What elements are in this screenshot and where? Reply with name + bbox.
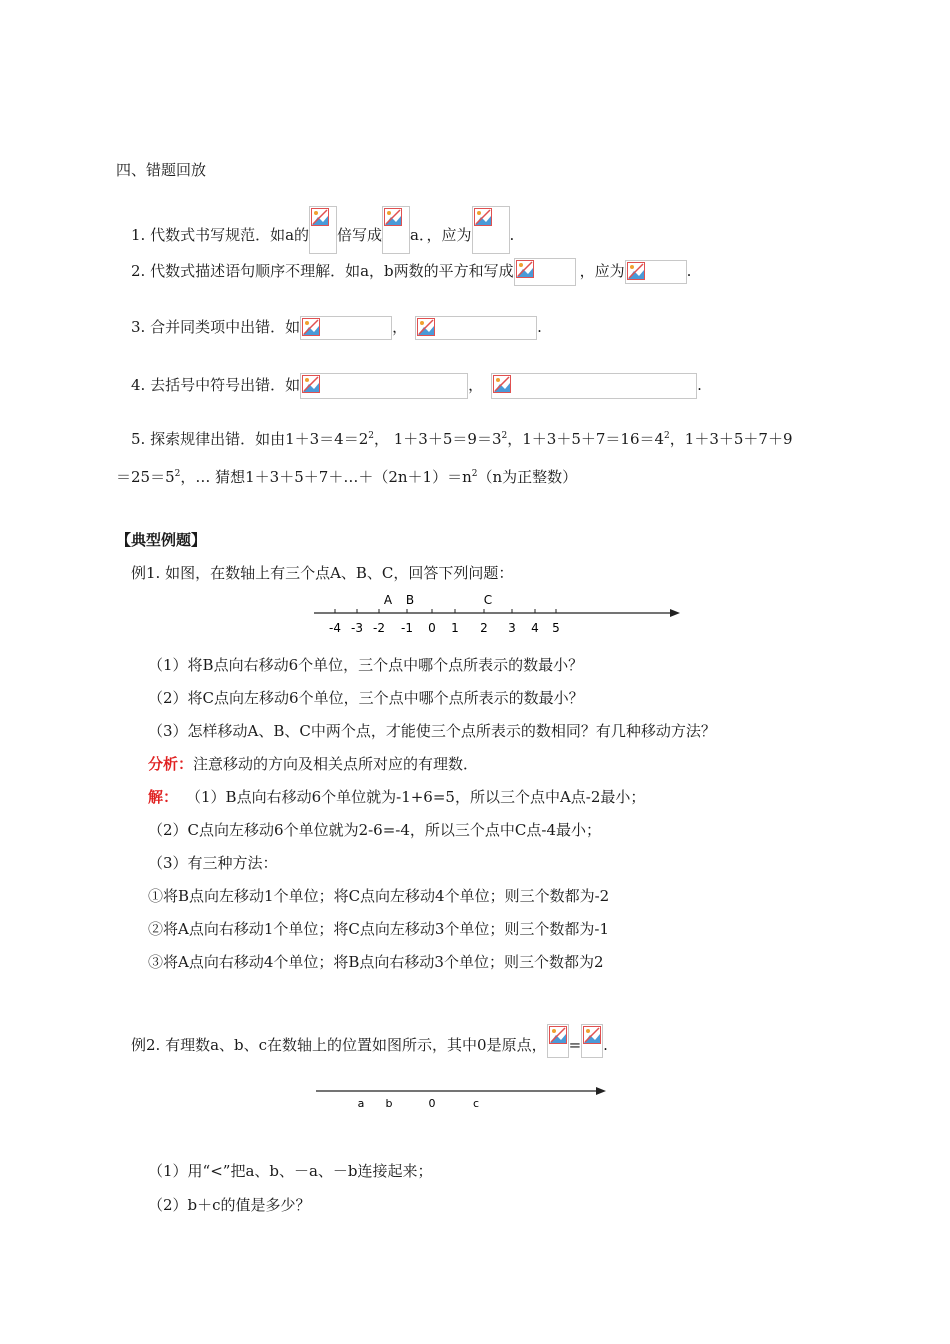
solution-step-1: （1）B点向右移动6个单位就为-1+6=5，所以三个点中A点-2最小；	[186, 788, 646, 806]
tick-label: -2	[373, 621, 385, 635]
point-label: B	[405, 593, 415, 607]
image-placeholder-icon	[302, 375, 320, 393]
analysis-text: 注意移动的方向及相关点所对应的有理数．	[193, 755, 479, 773]
tick-label: 0	[428, 621, 436, 635]
exponent: 2	[174, 469, 181, 479]
exponent: 2	[501, 431, 508, 441]
exponent: 2	[664, 431, 670, 441]
formula-image-4b	[491, 373, 697, 399]
image-placeholder-icon	[627, 262, 645, 280]
tick-label: 3	[508, 621, 516, 635]
item-5-text: ，… 猜想1＋3＋5＋7＋…＋（2n＋1）＝n	[180, 468, 472, 486]
arrow-head	[596, 1087, 606, 1095]
number-line-2	[312, 1080, 612, 1114]
example-2-intro	[131, 1024, 608, 1058]
image-placeholder-icon	[474, 208, 492, 226]
point-label: C	[483, 593, 493, 607]
tick-label: 1	[451, 621, 459, 635]
item-3-text-c: .	[537, 318, 542, 336]
item-2-text-b: ，应为	[579, 262, 625, 280]
image-placeholder-icon	[311, 208, 329, 226]
solution-step-2: （2）C点向左移动6个单位就为2-6=-4，所以三个点中C点-4最小；	[148, 821, 601, 839]
item-2	[131, 258, 691, 286]
item-4-text-a: 4. 去括号中符号出错．如	[131, 376, 301, 394]
item-4	[131, 373, 702, 399]
example-1-q2: （2）将C点向左移动6个单位，三个点中哪个点所表示的数最小？	[148, 689, 584, 707]
item-1-text-d: .	[509, 226, 515, 244]
item-2-text-a: 2. 代数式描述语句顺序不理解．如a，b两数的平方和写成	[131, 262, 514, 280]
equals-sign: =	[568, 1036, 582, 1054]
item-5-text: ， 1＋3＋5＝9＝3	[374, 430, 502, 448]
item-4-text-c: .	[697, 376, 702, 394]
item-1-text-a: 1. 代数式书写规范．如a的	[131, 226, 310, 244]
item-5-line-2	[116, 464, 577, 487]
item-5-text: （n为正整数）	[477, 468, 578, 486]
example-2-text: 例2. 有理数a、b、c在数轴上的位置如图所示，其中0是原点，	[131, 1036, 547, 1054]
image-placeholder-icon	[302, 318, 320, 336]
axis-point-label: a	[357, 1097, 365, 1110]
tick-label: -4	[329, 621, 341, 635]
method-3: ③将A点向右移动4个单位；将B点向右移动3个单位；则三个数都为2	[148, 953, 604, 971]
item-5-text: ，1＋3＋5＋7＋9	[669, 430, 793, 448]
item-5-line-1	[131, 426, 793, 449]
example-1-q1: （1）将B点向右移动6个单位，三个点中哪个点所表示的数最小？	[148, 656, 584, 674]
item-4-text-b: ，	[468, 376, 484, 394]
tick-label: -1	[401, 621, 413, 635]
image-placeholder-icon	[417, 318, 435, 336]
axis-point-label: c	[472, 1097, 480, 1110]
example-2-q1: （1）用“<”把a、b、－a、－b连接起来；	[148, 1162, 433, 1180]
example-1-intro: 例1. 如图，在数轴上有三个点A、B、C，回答下列问题：	[131, 564, 514, 582]
item-3-text-a: 3. 合并同类项中出错．如	[131, 318, 301, 336]
image-placeholder-icon	[583, 1026, 601, 1044]
formula-image-2a	[514, 258, 576, 286]
example-1-q3: （3）怎样移动A、B、C中两个点，才能使三个点所表示的数相同？有几种移动方法？	[148, 722, 716, 740]
item-5-text: ＝25＝5	[116, 468, 175, 486]
solution	[148, 787, 645, 807]
image-placeholder-icon	[549, 1026, 567, 1044]
arrow-head	[670, 609, 680, 617]
period: .	[603, 1036, 608, 1054]
section-heading: 四、错题回放	[116, 161, 207, 179]
examples-heading: 【典型例题】	[116, 531, 207, 549]
item-3-text-b: ，	[392, 318, 408, 336]
item-1-text-c: a．，应为	[410, 226, 472, 244]
analysis	[148, 754, 478, 774]
formula-image-abs-a	[547, 1024, 569, 1058]
formula-image-4a	[300, 373, 468, 399]
axis-point-label: b	[385, 1097, 393, 1110]
image-placeholder-icon	[493, 375, 511, 393]
image-placeholder-icon	[384, 208, 402, 226]
item-1-text-b: 倍写成	[337, 226, 383, 244]
solution-label: 解：	[148, 788, 179, 806]
formula-image-abs-c	[581, 1024, 603, 1058]
item-2-text-c: .	[686, 262, 692, 280]
item-5-text: ，1＋3＋5＋7＝16＝4	[507, 430, 665, 448]
item-1	[131, 206, 515, 244]
tick-label: -3	[351, 621, 363, 635]
solution-step-3: （3）有三种方法：	[148, 854, 278, 872]
tick-label: 4	[531, 621, 539, 635]
image-placeholder-icon	[516, 260, 534, 278]
formula-image-2b	[625, 260, 687, 284]
number-line-1	[310, 592, 690, 640]
item-3	[131, 316, 542, 340]
analysis-label: 分析：	[148, 755, 194, 773]
formula-image-1c	[472, 206, 510, 254]
formula-image-1a	[309, 206, 337, 254]
method-1: ①将B点向左移动1个单位；将C点向左移动4个单位；则三个数都为-2	[148, 887, 610, 905]
method-2: ②将A点向右移动1个单位；将C点向左移动3个单位；则三个数都为-1	[148, 920, 610, 938]
tick-label: 5	[552, 621, 560, 635]
formula-image-3b	[415, 316, 537, 340]
example-2-q2: （2）b＋c的值是多少？	[148, 1196, 311, 1214]
formula-image-1b	[382, 206, 410, 254]
exponent: 2	[471, 469, 478, 479]
formula-image-3a	[300, 316, 392, 340]
point-label: A	[383, 593, 393, 607]
exponent: 2	[368, 431, 374, 441]
axis-point-label: 0	[428, 1097, 436, 1110]
item-5-text: 5. 探索规律出错．如由1＋3＝4＝2	[131, 430, 369, 448]
tick-label: 2	[480, 621, 488, 635]
